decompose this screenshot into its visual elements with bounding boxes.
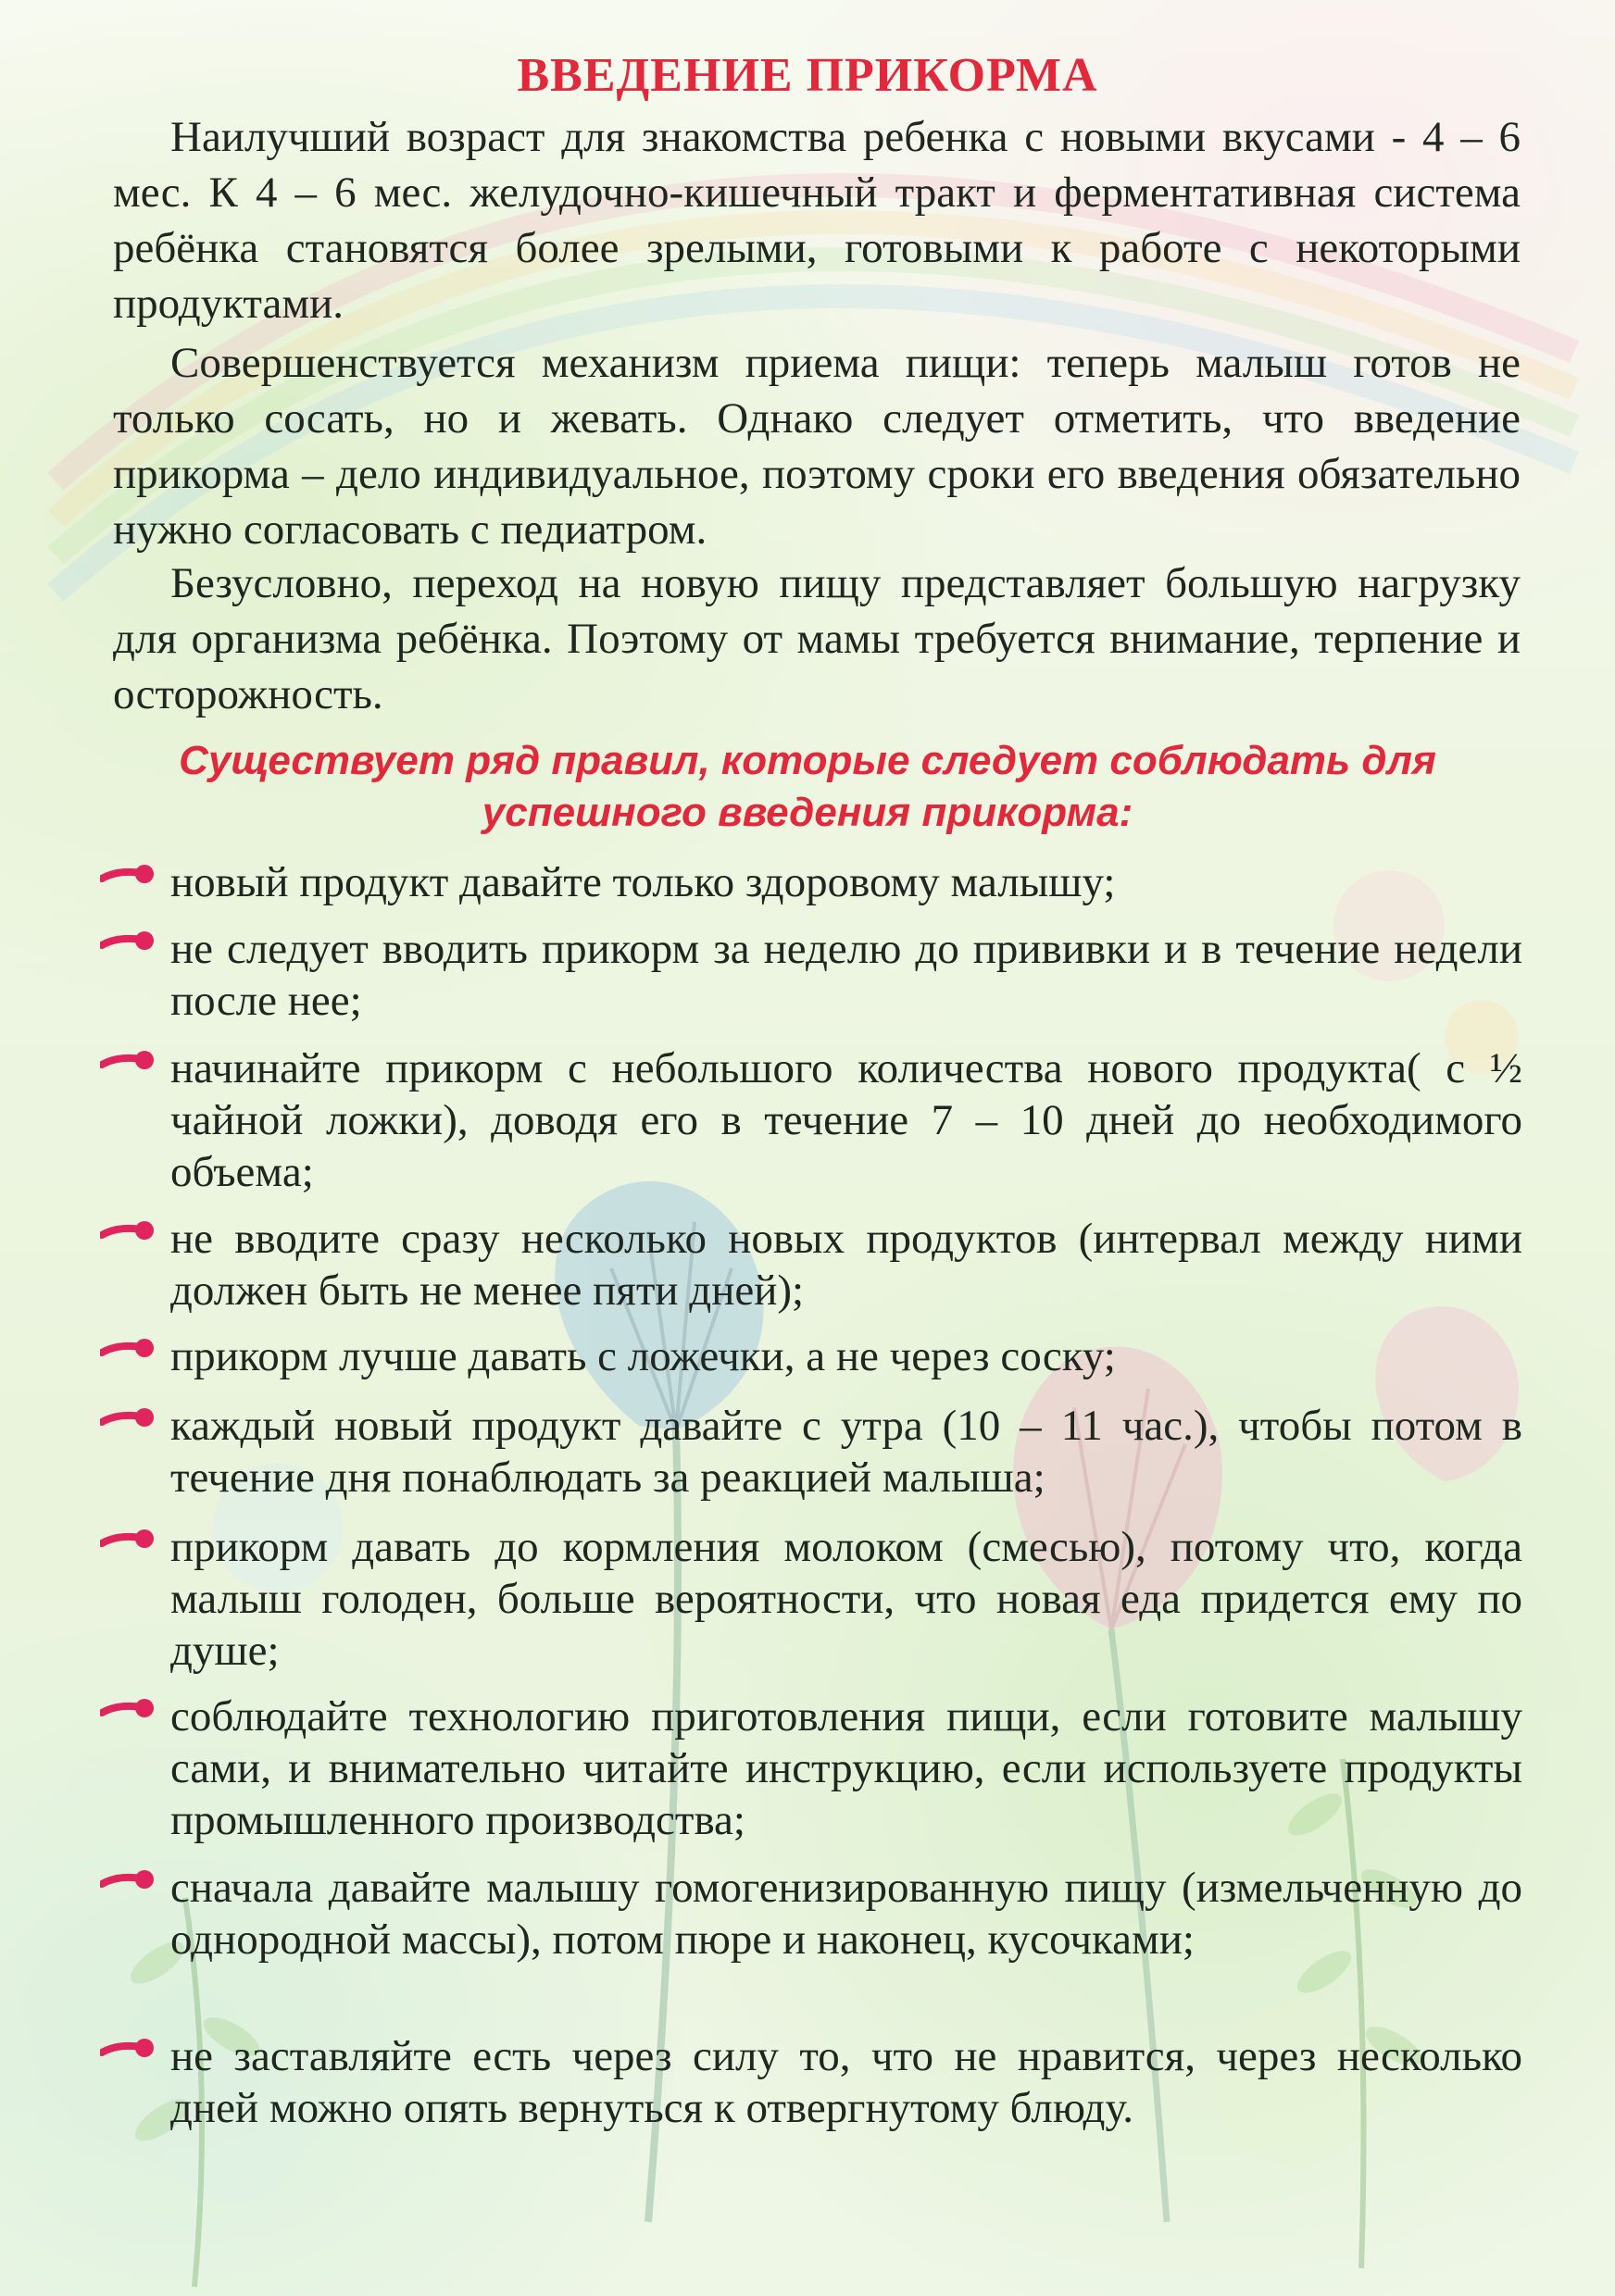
intro-paragraph-2: Совершенствуется механизм приема пищи: теперь малыш готов не только сосать, но и жевать. Однако следует отметить, что введение прикорма – дело индивидуальное, поэтому сроки его введения обязательно нужно согласовать с педиатром. [113, 339, 1521, 554]
list-item: новый продукт давайте только здоровому малышу; [170, 856, 1522, 908]
list-item: не заставляйте есть через силу то, что не нравится, через несколько дней можно опять вернуться к отвергнутому блюду. [170, 2030, 1522, 2134]
list-item: начинайте прикорм с небольшого количества нового продукта( с ½ чайной ложки), доводя его в течение 7 – 10 дней до необходимого объема; [170, 1042, 1522, 1198]
pink-brush-stroke-icon [100, 1867, 157, 1893]
rules-heading: Существует ряд правил, которые следует соблюдать для успешного введения прикорма: [179, 738, 1436, 835]
list-item: не вводите сразу несколько новых продуктов (интервал между ними должен быть не менее пяти дней); [170, 1213, 1522, 1316]
pink-brush-stroke-icon [100, 929, 157, 955]
list-item: соблюдайте технологию приготовления пищи, если готовите малышу сами, и внимательно читайте инструкцию, если используете продукты промышленного производства; [170, 1691, 1522, 1846]
intro-paragraph-1: Наилучший возраст для знакомства ребенка с новыми вкусами - 4 – 6 мес. К 4 – 6 мес. желудочно-кишечный тракт и ферментативная система ребёнка становятся более зрелыми, готовыми к работе с некоторыми продуктами. [113, 113, 1521, 328]
pink-brush-stroke-icon [100, 862, 157, 888]
pink-brush-stroke-icon [100, 1048, 157, 1074]
pink-brush-stroke-icon [100, 1405, 157, 1431]
intro-paragraph-3: Безусловно, переход на новую пищу представляет большую нагрузку для организма ребёнка. Поэтому от мамы требуется внимание, терпение и осторожность. [113, 559, 1521, 718]
page-title: ВВЕДЕНИЕ ПРИКОРМА [517, 49, 1098, 102]
list-item: каждый новый продукт давайте с утра (10 – 11 час.), чтобы потом в течение дня понаблюдать за реакцией малыша; [170, 1400, 1522, 1504]
list-item: прикорм лучше давать с ложечки, а не через соску; [170, 1330, 1522, 1382]
pink-brush-stroke-icon [100, 1696, 157, 1722]
pink-brush-stroke-icon [100, 2036, 157, 2062]
pink-brush-stroke-icon [100, 1218, 157, 1244]
pink-brush-stroke-icon [100, 1527, 157, 1553]
list-item: сначала давайте малышу гомогенизированную пищу (измельченную до однородной массы), потом пюре и наконец, кусочками; [170, 1862, 1522, 1965]
list-item: прикорм давать до кормления молоком (смесью), потому что, когда малыш голоден, больше вероятности, что новая еда придется ему по душе; [170, 1521, 1522, 1677]
pink-brush-stroke-icon [100, 1336, 157, 1362]
list-item: не следует вводить прикорм за неделю до прививки и в течение недели после нее; [170, 923, 1522, 1027]
